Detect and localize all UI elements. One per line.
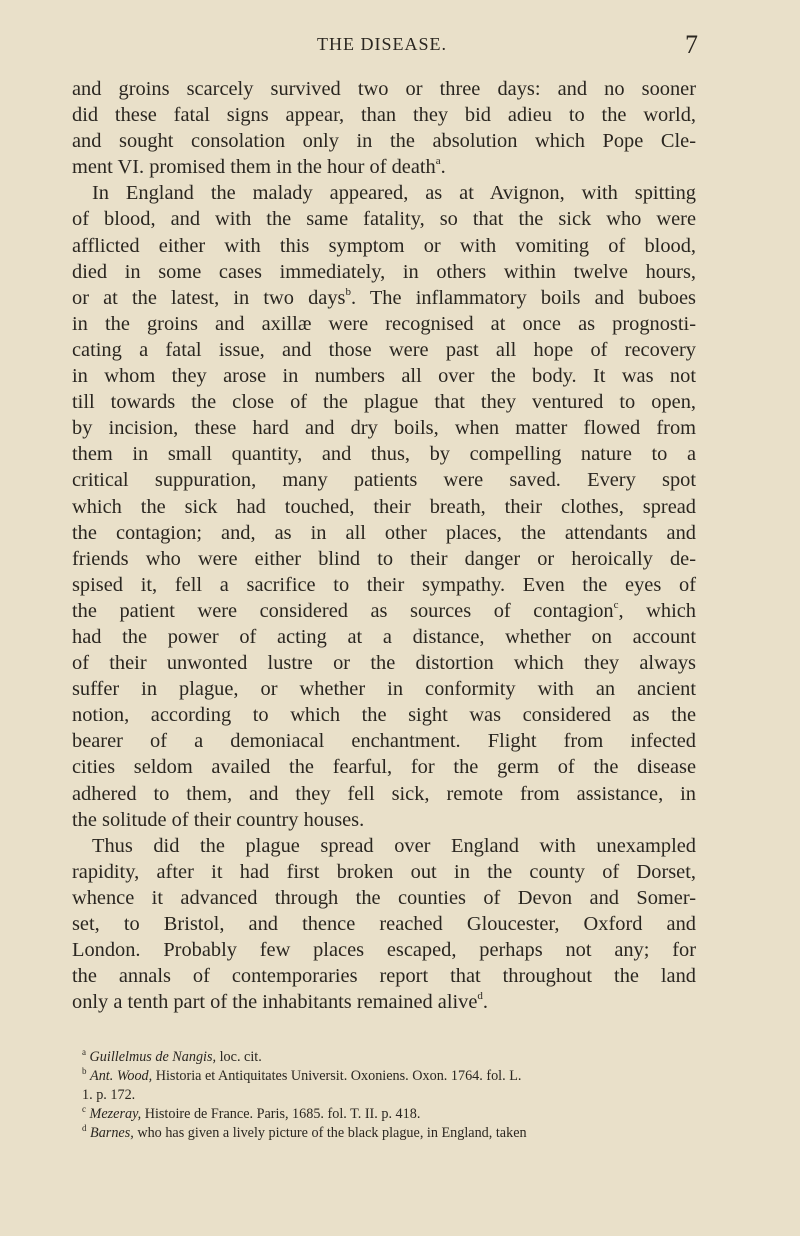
footnote	[82, 1086, 692, 1105]
footnote-mark: a	[82, 1047, 86, 1057]
footnote	[82, 1105, 692, 1124]
footnote-text: Histoire de France. Paris, 1685. fol. T. II. p. 418.	[141, 1106, 421, 1122]
line-text: died in some cases immediately, in others within twelve hours,	[72, 260, 696, 283]
text-line	[72, 76, 696, 102]
line-text: cating a fatal issue, and those were past all hope of recovery	[72, 338, 696, 361]
text-line	[72, 389, 696, 415]
line-text: the patient were considered as sources of contagion	[72, 599, 614, 622]
text-line	[72, 598, 696, 624]
line-text: rapidity, after it had first broken out in the county of Dorset,	[72, 860, 696, 883]
line-text: suffer in plague, or whether in conformity with an ancient	[72, 678, 696, 701]
line-text: London. Probably few places escaped, perhaps not any; for	[72, 939, 696, 962]
footnote	[82, 1048, 692, 1067]
footnote-author: Ant. Wood,	[90, 1068, 153, 1084]
text-line	[72, 754, 696, 780]
line-text: Thus did the plague spread over England with unexampled	[92, 834, 696, 857]
line-text: In England the malady appeared, as at Avignon, with spitting	[92, 182, 696, 205]
line-text: of their unwonted lustre or the distortion which they always	[72, 652, 696, 675]
line-text: in whom they arose in numbers all over the body. It was not	[72, 365, 696, 388]
running-title: THE DISEASE.	[317, 34, 447, 54]
line-text: critical suppuration, many patients were saved. Every spot	[72, 469, 696, 492]
text-line	[72, 885, 696, 911]
line-text: spised it, fell a sacrifice to their sympathy. Even the eyes of	[72, 573, 696, 596]
text-line	[72, 807, 696, 833]
footnote-marker: a	[435, 155, 441, 168]
line-text: whence it advanced through the counties of Devon and Somer-	[72, 886, 696, 909]
line-text: adhered to them, and they fell sick, remote from assistance, in	[72, 782, 696, 805]
footnote-marker: c	[613, 598, 619, 611]
page-header	[72, 30, 698, 59]
text-line	[72, 781, 696, 807]
text-line	[72, 128, 696, 154]
footnote-marker: d	[477, 990, 483, 1003]
line-text: the annals of contemporaries report that throughout the land	[72, 965, 696, 988]
text-line	[72, 311, 696, 337]
text-line	[72, 572, 696, 598]
footnote-mark: d	[82, 1123, 87, 1133]
line-text: or at the latest, in two days	[72, 286, 346, 309]
line-text: notion, according to which the sight was considered as the	[72, 704, 696, 727]
text-line	[72, 676, 696, 702]
line-text: the contagion; and, as in all other places, the attendants and	[72, 521, 696, 544]
line-text: afflicted either with this symptom or with vomiting of blood,	[72, 234, 696, 257]
line-text: them in small quantity, and thus, by compelling nature to a	[72, 443, 696, 466]
line-text: friends who were either blind to their danger or heroically de-	[72, 547, 696, 570]
text-line	[72, 102, 696, 128]
text-line	[72, 963, 696, 989]
text-line	[72, 546, 696, 572]
footnote-author: Barnes,	[90, 1125, 134, 1141]
text-line	[72, 702, 696, 728]
text-line	[72, 415, 696, 441]
text-line	[72, 337, 696, 363]
footnote	[82, 1124, 692, 1143]
text-line	[72, 833, 696, 859]
line-text-after-marker: , which	[618, 599, 696, 622]
text-line	[72, 259, 696, 285]
line-text: set, to Bristol, and thence reached Gloucester, Oxford and	[72, 913, 696, 935]
footnote-marker: b	[345, 285, 351, 298]
text-line	[72, 285, 696, 311]
text-line	[72, 911, 696, 937]
line-text: and groins scarcely survived two or three days: and no sooner	[72, 78, 696, 100]
footnote-text: loc. cit.	[216, 1049, 262, 1065]
line-text: which the sick had touched, their breath, their clothes, spread	[72, 495, 696, 518]
text-line	[72, 989, 696, 1015]
line-text: and sought consolation only in the absolution which Pope Cle-	[72, 130, 696, 153]
line-text: cities seldom availed the fearful, for the germ of the disease	[72, 756, 696, 779]
text-line	[72, 363, 696, 389]
footnote-author: Guillelmus de Nangis,	[89, 1049, 217, 1065]
footnote-text: 1. p. 172.	[82, 1087, 136, 1103]
footnote-text: who has given a lively picture of the black plague, in England, taken	[133, 1125, 527, 1141]
line-text: bearer of a demoniacal enchantment. Flight from infected	[72, 730, 696, 753]
text-line	[72, 233, 696, 259]
line-text-after-marker: .	[482, 991, 489, 1014]
line-text: till towards the close of the plague that they ventured to open,	[72, 391, 696, 414]
line-text: in the groins and axillæ were recognised at once as prognosti-	[72, 312, 696, 335]
text-line	[72, 467, 696, 493]
line-text: had the power of acting at a distance, whether on account	[72, 625, 696, 648]
line-text: ment VI. promised them in the hour of death	[72, 156, 436, 179]
text-line	[72, 180, 696, 206]
footnote-author: Mezeray,	[89, 1106, 142, 1122]
body-text	[72, 76, 696, 1015]
text-line	[72, 494, 696, 520]
line-text: of blood, and with the same fatality, so that the sick who were	[72, 208, 696, 231]
line-text: by incision, these hard and dry boils, when matter flowed from	[72, 417, 696, 440]
text-line	[72, 937, 696, 963]
text-line	[72, 728, 696, 754]
text-line	[72, 441, 696, 467]
text-line	[72, 650, 696, 676]
text-line	[72, 624, 696, 650]
footnotes	[82, 1048, 692, 1143]
text-line	[72, 206, 696, 232]
text-line	[72, 520, 696, 546]
page-number: 7	[685, 30, 698, 59]
footnote-mark: c	[82, 1104, 86, 1114]
footnote-text: Historia et Antiquitates Universit. Oxoniens. Oxon. 1764. fol. L.	[152, 1068, 522, 1084]
line-text-after-marker: . The inflammatory boils and buboes	[350, 286, 696, 309]
line-text: did these fatal signs appear, than they bid adieu to the world,	[72, 104, 696, 127]
footnote-mark: b	[82, 1066, 87, 1076]
line-text: the solitude of their country houses.	[72, 808, 365, 831]
footnote	[82, 1067, 692, 1086]
line-text-after-marker: .	[440, 156, 446, 179]
text-line	[72, 859, 696, 885]
text-line	[72, 154, 696, 180]
line-text: only a tenth part of the inhabitants remained alive	[72, 991, 478, 1014]
